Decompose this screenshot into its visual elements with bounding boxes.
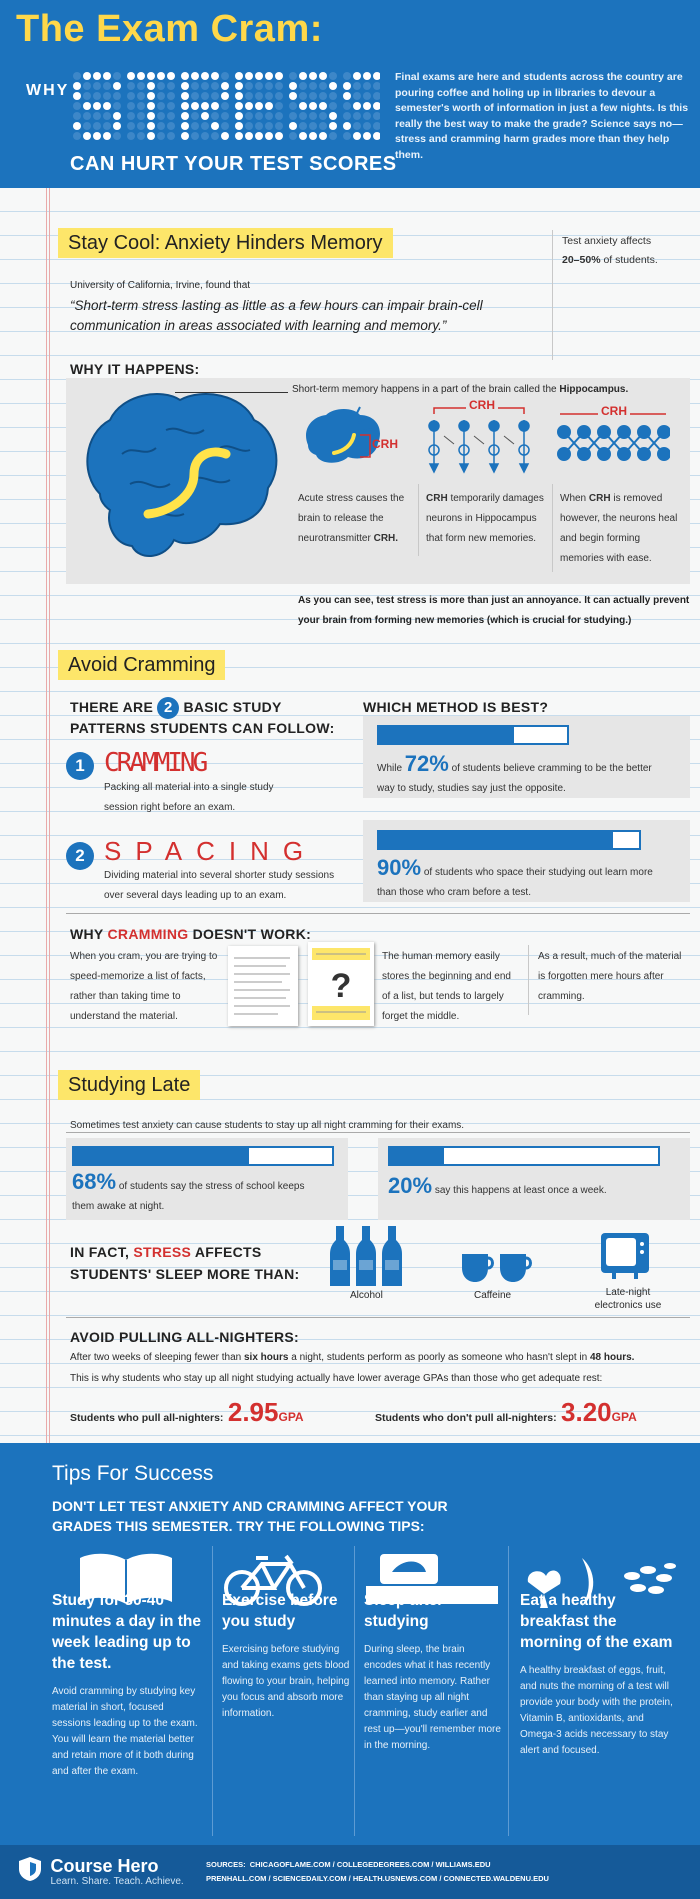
- stress-affects-heading-2: STUDENTS' SLEEP MORE THAN:: [70, 1266, 300, 1282]
- main-title: The Exam Cram:: [16, 8, 323, 50]
- crh-label: CRH: [598, 404, 630, 418]
- stress-letter-dot: [83, 92, 91, 100]
- stress-letter-dot: [235, 92, 243, 100]
- stress-letter-dot: [127, 102, 135, 110]
- stress-letter-dot: [329, 102, 337, 110]
- stress-letter-dot: [329, 82, 337, 90]
- stress-letter-dot: [343, 122, 351, 130]
- study-source: University of California, Irvine, found that: [70, 280, 251, 291]
- stress-letter-dot: [73, 122, 81, 130]
- stress-letter-dot: [309, 82, 317, 90]
- study-patterns-heading-2: PATTERNS STUDENTS CAN FOLLOW:: [70, 720, 335, 736]
- question-mark: ?: [330, 967, 352, 1005]
- stress-letter-dot: [221, 122, 229, 130]
- stress-letter-dot: [265, 92, 273, 100]
- gpa-intro: This is why students who stay up all night studying actually have lower average GPAs than those who get adequate rest:: [70, 1373, 603, 1384]
- avoid-all-nighters-heading: AVOID PULLING ALL-NIGHTERS:: [70, 1329, 299, 1345]
- stress-letter-dot: [353, 72, 361, 80]
- stress-letter-dot: [211, 132, 219, 140]
- stress-letter-dot: [127, 82, 135, 90]
- stress-letter-dot: [137, 122, 145, 130]
- stress-letter-dot: [221, 102, 229, 110]
- cramming-reason-3: As a result, much of the material is forgotten mere hours after cramming.: [538, 951, 682, 1002]
- progress-bar-20: [388, 1146, 660, 1166]
- stress-letter-dot: [235, 72, 243, 80]
- stress-letter-dot: [191, 82, 199, 90]
- stress-letter-dot: [167, 72, 175, 80]
- stress-letter-dot: [353, 102, 361, 110]
- stress-letter-dot: [245, 72, 253, 80]
- stress-letter-dot: [221, 82, 229, 90]
- stress-letter-dot: [181, 72, 189, 80]
- stress-letter-dot: [201, 82, 209, 90]
- hippocampus-text: Short-term memory happens in a part of the brain called the Hippocampus.: [292, 384, 629, 395]
- intro-text: Final exams are here and students across the country are pouring coffee and holing up in libraries to devour a semester's worth of information in just a few nights. Is this really the best way to make the grade? Science says no—stress and cramming harm grades more than they help them.: [395, 71, 689, 161]
- stress-letter-dot: [201, 72, 209, 80]
- progress-fill: [390, 1148, 444, 1164]
- stress-letter-dot: [373, 132, 380, 140]
- stress-letter-dot: [319, 132, 327, 140]
- stress-letter-dot: [167, 82, 175, 90]
- divider: [66, 913, 690, 914]
- progress-fill: [379, 727, 514, 743]
- why-cramming-heading: WHY CRAMMING DOESN'T WORK:: [70, 926, 312, 942]
- stress-letter-dot: [73, 112, 81, 120]
- stress-dot-word: [72, 62, 380, 154]
- stress-letter-dot: [343, 112, 351, 120]
- method-cramming-title: CRAMMING: [104, 748, 206, 778]
- stress-letter-dot: [373, 122, 380, 130]
- stress-letter-dot: [73, 132, 81, 140]
- tips-subheading: DON'T LET TEST ANXIETY AND CRAMMING AFFECT YOUR GRADES THIS SEMESTER. TRY THE FOLLOWING TIPS:: [52, 1498, 448, 1534]
- study-patterns-heading: THERE ARE 2 BASIC STUDY: [70, 697, 282, 719]
- tip-breakfast: Eat a healthy breakfast the morning of the exam A healthy breakfast of eggs, fruit, and nuts the morning of a test will provide your body with the protein, Vitamin B, antioxidants, and Omega-3 acids necessary to stay alert and focused.: [520, 1592, 673, 1756]
- stress-letter-dot: [299, 122, 307, 130]
- stress-letter-dot: [181, 122, 189, 130]
- tip-sleep: Sleep after studying During sleep, the brain encodes what it has recently learned into memory. Rather than staying up all night cramming, study earlier and rest up—you'll remember more in the morning.: [364, 1592, 501, 1751]
- crh-step-3: When CRH is removed however, the neurons heal and begin forming memories with ease.: [560, 493, 678, 564]
- divider: [552, 484, 553, 572]
- stress-letter-dot: [353, 132, 361, 140]
- stress-letter-dot: [275, 122, 283, 130]
- stress-letter-dot: [353, 112, 361, 120]
- stress-letter-dot: [93, 72, 101, 80]
- margin-line: [46, 188, 47, 1443]
- stress-letter-dot: [309, 92, 317, 100]
- alcohol-label: Alcohol: [350, 1290, 383, 1301]
- stress-letter-dot: [309, 132, 317, 140]
- stress-letter-dot: [329, 72, 337, 80]
- crh-step-1: Acute stress causes the brain to release the neurotransmitter CRH.: [298, 493, 405, 544]
- stress-letter-dot: [245, 92, 253, 100]
- stress-letter-dot: [363, 112, 371, 120]
- stress-letter-dot: [343, 82, 351, 90]
- stress-letter-dot: [113, 112, 121, 120]
- stress-letter-dot: [373, 112, 380, 120]
- header-banner: [0, 0, 700, 188]
- stress-letter-dot: [353, 122, 361, 130]
- caffeine-label: Caffeine: [474, 1290, 512, 1301]
- stress-letter-dot: [93, 92, 101, 100]
- stress-letter-dot: [353, 82, 361, 90]
- stress-letter-dot: [181, 92, 189, 100]
- stress-letter-dot: [265, 72, 273, 80]
- stress-letter-dot: [265, 112, 273, 120]
- stress-letter-dot: [191, 132, 199, 140]
- stress-letter-dot: [343, 102, 351, 110]
- stress-letter-dot: [255, 112, 263, 120]
- stress-letter-dot: [235, 132, 243, 140]
- stat-68-text: 68% of students say the stress of school keeps them awake at night.: [72, 1169, 305, 1212]
- stress-letter-dot: [191, 122, 199, 130]
- stress-letter-dot: [137, 102, 145, 110]
- stress-letter-dot: [113, 72, 121, 80]
- stress-letter-dot: [363, 102, 371, 110]
- stress-letter-dot: [319, 72, 327, 80]
- stress-letter-dot: [201, 102, 209, 110]
- stress-letter-dot: [137, 132, 145, 140]
- stress-letter-dot: [309, 122, 317, 130]
- cramming-reason-2: The human memory easily stores the beginning and end of a list, but tends to largely forget the middle.: [382, 951, 511, 1022]
- tv-icon: [600, 1232, 650, 1280]
- stress-letter-dot: [211, 72, 219, 80]
- stress-letter-dot: [319, 82, 327, 90]
- stress-letter-dot: [113, 92, 121, 100]
- stress-letter-dot: [299, 92, 307, 100]
- stress-letter-dot: [221, 112, 229, 120]
- stress-letter-dot: [103, 102, 111, 110]
- stress-letter-dot: [289, 82, 297, 90]
- stress-letter-dot: [373, 92, 380, 100]
- stress-letter-dot: [329, 122, 337, 130]
- stress-letter-dot: [343, 92, 351, 100]
- sources-list: SOURCES: CHICAGOFLAME.COM / COLLEGEDEGREES.COM / WILLIAMS.EDU PRENHALL.COM / SCIENCEDAILY.COM / HEALTH.USNEWS.COM / CONNECTED.WALDENU.EDU: [206, 1860, 549, 1883]
- stress-letter-dot: [157, 112, 165, 120]
- stress-letter-dot: [157, 102, 165, 110]
- stress-letter-dot: [127, 112, 135, 120]
- stress-letter-dot: [83, 132, 91, 140]
- stress-letter-dot: [103, 112, 111, 120]
- divider: [354, 1546, 355, 1836]
- stress-letter-dot: [245, 102, 253, 110]
- stress-letter-dot: [181, 112, 189, 120]
- stress-letter-dot: [265, 102, 273, 110]
- stress-letter-dot: [157, 92, 165, 100]
- stress-letter-dot: [309, 102, 317, 110]
- section-heading-avoid-cramming: Avoid Cramming: [58, 650, 225, 680]
- brand-tagline: Learn. Share. Teach. Achieve.: [50, 1876, 184, 1887]
- tip-study-schedule: Study for 30-40 minutes a day in the week leading up to the test. Avoid cramming by studying key material in short, focused sessions leading up to the exam. You will learn the material better and retain more of it both during and after the exam.: [52, 1592, 202, 1777]
- stress-letter-dot: [363, 132, 371, 140]
- stress-letter-dot: [211, 122, 219, 130]
- stress-letter-dot: [157, 72, 165, 80]
- stress-letter-dot: [353, 92, 361, 100]
- stress-letter-dot: [147, 92, 155, 100]
- stress-letter-dot: [275, 112, 283, 120]
- pointer-line: [175, 392, 288, 393]
- divider: [418, 484, 419, 556]
- stress-letter-dot: [363, 72, 371, 80]
- electronics-label: Late-night electronics use: [594, 1287, 662, 1311]
- stress-letter-dot: [191, 72, 199, 80]
- stress-letter-dot: [373, 82, 380, 90]
- method-number-1: 1: [66, 752, 94, 780]
- anxiety-stat: Test anxiety affects 20–50% of students.: [562, 235, 658, 266]
- stress-letter-dot: [343, 132, 351, 140]
- stress-letter-dot: [319, 122, 327, 130]
- stress-letter-dot: [309, 72, 317, 80]
- stress-letter-dot: [103, 92, 111, 100]
- stress-letter-dot: [299, 82, 307, 90]
- stress-letter-dot: [299, 112, 307, 120]
- stress-letter-dot: [363, 122, 371, 130]
- stress-letter-dot: [245, 132, 253, 140]
- stress-letter-dot: [255, 132, 263, 140]
- main-subtitle: CAN HURT YOUR TEST SCORES: [70, 153, 397, 175]
- course-hero-shield-icon: [18, 1856, 42, 1882]
- divider: [552, 230, 553, 360]
- stress-letter-dot: [181, 102, 189, 110]
- progress-fill: [379, 832, 613, 848]
- tips-heading: Tips For Success: [52, 1462, 214, 1485]
- stress-letter-dot: [221, 132, 229, 140]
- stress-letter-dot: [167, 122, 175, 130]
- stress-letter-dot: [275, 132, 283, 140]
- stress-letter-dot: [83, 122, 91, 130]
- stress-letter-dot: [221, 72, 229, 80]
- stress-letter-dot: [319, 112, 327, 120]
- which-method-heading: WHICH METHOD IS BEST?: [363, 699, 549, 715]
- stress-letter-dot: [147, 132, 155, 140]
- stress-letter-dot: [343, 72, 351, 80]
- stress-letter-dot: [289, 112, 297, 120]
- stress-letter-dot: [191, 112, 199, 120]
- stress-letter-dot: [255, 92, 263, 100]
- stress-letter-dot: [83, 112, 91, 120]
- method-spacing-desc: Dividing material into several shorter study sessions over several days leading up to an exam.: [104, 870, 335, 901]
- stress-letter-dot: [83, 82, 91, 90]
- stress-letter-dot: [127, 122, 135, 130]
- stress-letter-dot: [235, 122, 243, 130]
- stress-letter-dot: [147, 112, 155, 120]
- all-nighter-fact: After two weeks of sleeping fewer than six hours a night, students perform as poorly as someone who hasn't slept in 48 hours.: [70, 1352, 635, 1363]
- stress-letter-dot: [211, 82, 219, 90]
- study-quote: “Short-term stress lasting as little as a few hours can impair brain-cell communication in areas associated with learning and memory.”: [70, 298, 483, 333]
- stress-letter-dot: [319, 92, 327, 100]
- stress-letter-dot: [103, 82, 111, 90]
- crh-step-2: CRH temporarily damages neurons in Hippocampus that form new memories.: [426, 493, 544, 544]
- stress-letter-dot: [363, 82, 371, 90]
- stress-letter-dot: [235, 102, 243, 110]
- stress-letter-dot: [235, 112, 243, 120]
- stress-letter-dot: [181, 82, 189, 90]
- progress-fill: [74, 1148, 249, 1164]
- stress-letter-dot: [157, 82, 165, 90]
- stress-letter-dot: [265, 82, 273, 90]
- stress-letter-dot: [319, 102, 327, 110]
- alcohol-bottles-icon: [330, 1226, 404, 1288]
- stress-letter-dot: [83, 102, 91, 110]
- stress-letter-dot: [83, 72, 91, 80]
- stress-affects-heading: IN FACT, STRESS AFFECTS: [70, 1244, 262, 1260]
- stress-letter-dot: [255, 122, 263, 130]
- stress-letter-dot: [181, 132, 189, 140]
- stress-letter-dot: [93, 82, 101, 90]
- notes-page-icon: [228, 946, 298, 1026]
- progress-bar-90: [377, 830, 641, 850]
- stress-letter-dot: [147, 82, 155, 90]
- stress-letter-dot: [299, 72, 307, 80]
- stress-letter-dot: [329, 112, 337, 120]
- stress-letter-dot: [137, 92, 145, 100]
- stress-letter-dot: [373, 72, 380, 80]
- forgotten-notes-icon: [308, 942, 374, 1026]
- stress-letter-dot: [127, 92, 135, 100]
- stress-letter-dot: [137, 112, 145, 120]
- stress-letter-dot: [201, 112, 209, 120]
- course-hero-logo[interactable]: [18, 1856, 184, 1887]
- stress-letter-dot: [255, 72, 263, 80]
- stress-letter-dot: [93, 132, 101, 140]
- stress-letter-dot: [147, 122, 155, 130]
- stress-letter-dot: [167, 112, 175, 120]
- studying-late-intro: Sometimes test anxiety can cause students to stay up all night cramming for their exams.: [70, 1120, 465, 1131]
- stress-letter-dot: [245, 112, 253, 120]
- divider: [66, 1317, 690, 1318]
- stress-letter-dot: [137, 82, 145, 90]
- coffee-cups-icon: [460, 1250, 534, 1286]
- stress-letter-dot: [93, 102, 101, 110]
- stress-letter-dot: [93, 112, 101, 120]
- method-cramming-desc: Packing all material into a single study session right before an exam.: [104, 782, 274, 813]
- stress-letter-dot: [191, 102, 199, 110]
- stress-letter-dot: [211, 92, 219, 100]
- stress-letter-dot: [103, 72, 111, 80]
- stress-letter-dot: [275, 72, 283, 80]
- stress-letter-dot: [275, 102, 283, 110]
- title-why: WHY: [26, 82, 70, 99]
- neuron-damage-diagram: [424, 400, 534, 480]
- stress-letter-dot: [245, 82, 253, 90]
- divider: [508, 1546, 509, 1836]
- stress-letter-dot: [127, 72, 135, 80]
- stress-letter-dot: [147, 72, 155, 80]
- stress-conclusion: As you can see, test stress is more than just an annoyance. It can actually prevent your brain from forming new memories (which is crucial for studying.): [298, 595, 690, 626]
- stress-letter-dot: [201, 132, 209, 140]
- stress-letter-dot: [211, 102, 219, 110]
- why-it-happens-heading: WHY IT HAPPENS:: [70, 361, 200, 377]
- stress-letter-dot: [103, 132, 111, 140]
- stress-letter-dot: [265, 122, 273, 130]
- stress-letter-dot: [363, 92, 371, 100]
- stress-letter-dot: [289, 132, 297, 140]
- stress-letter-dot: [167, 102, 175, 110]
- stress-letter-dot: [191, 92, 199, 100]
- stress-letter-dot: [329, 132, 337, 140]
- stress-letter-dot: [167, 132, 175, 140]
- section-heading-stay-cool: Stay Cool: Anxiety Hinders Memory: [58, 228, 393, 258]
- stress-letter-dot: [201, 92, 209, 100]
- stress-letter-dot: [73, 92, 81, 100]
- stress-letter-dot: [211, 112, 219, 120]
- progress-bar-72: [377, 725, 569, 745]
- stress-letter-dot: [329, 92, 337, 100]
- method-spacing-title: SPACING: [104, 836, 318, 866]
- stat-72-text: While 72% of students believe cramming to be the better way to study, studies say just the opposite.: [377, 751, 652, 794]
- stress-letter-dot: [245, 122, 253, 130]
- stress-letter-dot: [137, 72, 145, 80]
- stress-letter-dot: [127, 132, 135, 140]
- brain-icon: [70, 384, 290, 574]
- stress-letter-dot: [289, 122, 297, 130]
- stress-letter-dot: [289, 92, 297, 100]
- stress-letter-dot: [73, 102, 81, 110]
- stress-letter-dot: [255, 102, 263, 110]
- crh-label: CRH: [372, 437, 398, 451]
- stress-letter-dot: [265, 132, 273, 140]
- stress-letter-dot: [255, 82, 263, 90]
- stress-letter-dot: [113, 82, 121, 90]
- stress-letter-dot: [299, 132, 307, 140]
- stat-90-text: 90% of students who space their studying out learn more than those who cram before a test.: [377, 855, 653, 898]
- stress-letter-dot: [113, 102, 121, 110]
- stress-letter-dot: [275, 92, 283, 100]
- stress-letter-dot: [299, 102, 307, 110]
- crh-label: CRH: [466, 398, 498, 412]
- gpa-no-all-nighters: Students who don't pull all-nighters: 3.20GPA: [375, 1397, 637, 1427]
- stress-letter-dot: [113, 132, 121, 140]
- stress-letter-dot: [221, 92, 229, 100]
- stress-letter-dot: [113, 122, 121, 130]
- stress-letter-dot: [289, 102, 297, 110]
- progress-bar-68: [72, 1146, 334, 1166]
- stress-letter-dot: [201, 122, 209, 130]
- stress-letter-dot: [157, 122, 165, 130]
- stress-letter-dot: [73, 82, 81, 90]
- divider: [528, 945, 529, 1015]
- cramming-reason-1: When you cram, you are trying to speed-memorize a list of facts, rather than taking time to understand the material.: [70, 951, 218, 1022]
- stress-letter-dot: [235, 82, 243, 90]
- stat-20-text: 20% say this happens at least once a week.: [388, 1173, 607, 1198]
- brand-name: Course Hero: [50, 1856, 159, 1876]
- section-heading-studying-late: Studying Late: [58, 1070, 200, 1100]
- divider: [212, 1546, 213, 1836]
- stress-letter-dot: [157, 132, 165, 140]
- stress-letter-dot: [309, 112, 317, 120]
- margin-line: [49, 188, 50, 1443]
- stress-letter-dot: [275, 82, 283, 90]
- tip-exercise: Exercise before you study Exercising before studying and taking exams gets blood flowing to your brain, helping you focus and absorb more information.: [222, 1592, 350, 1719]
- gpa-all-nighters: Students who pull all-nighters: 2.95GPA: [70, 1397, 304, 1427]
- stress-letter-dot: [289, 72, 297, 80]
- stress-letter-dot: [73, 72, 81, 80]
- divider: [66, 1132, 690, 1133]
- stress-letter-dot: [373, 102, 380, 110]
- stress-letter-dot: [93, 122, 101, 130]
- stress-letter-dot: [147, 102, 155, 110]
- stress-letter-dot: [103, 122, 111, 130]
- method-number-2: 2: [66, 842, 94, 870]
- stress-letter-dot: [167, 92, 175, 100]
